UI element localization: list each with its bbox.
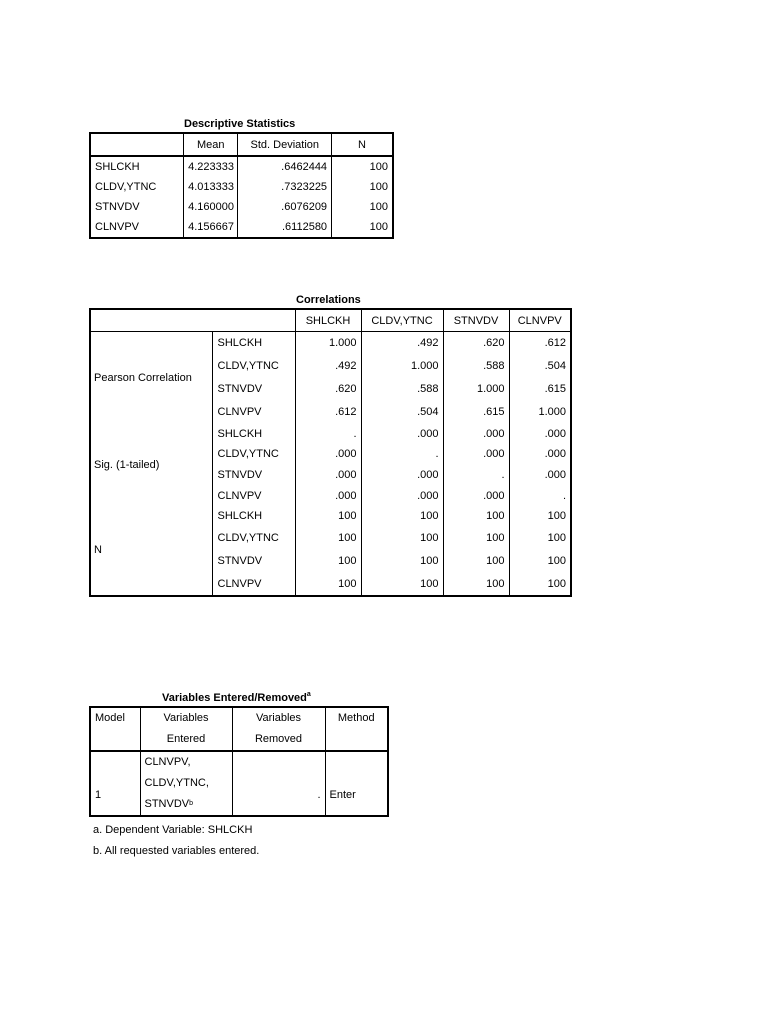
- row-variable-label: STNVDV: [212, 550, 295, 573]
- correlation-cell: .588: [361, 378, 443, 401]
- row-label: CLDV,YTNC: [95, 181, 157, 193]
- correlations-table: [89, 308, 572, 597]
- correlation-cell: .492: [295, 355, 361, 378]
- column-header-std-deviation: Std. Deviation: [238, 133, 332, 156]
- std-deviation-value: .7323225: [238, 177, 332, 197]
- correlation-cell: .000: [509, 465, 571, 486]
- correlation-cell: 100: [295, 506, 361, 527]
- variables-row-model-1: [90, 751, 388, 816]
- correlation-cell: .000: [443, 424, 509, 444]
- correlation-cell: .588: [443, 355, 509, 378]
- correlations-row-pearson-correlation-shlckh: [90, 332, 571, 355]
- entered-line-2: CLDV,YTNC,: [144, 777, 209, 789]
- row-label: CLNVPV: [95, 221, 140, 233]
- correlation-cell: .: [509, 486, 571, 506]
- header-entered-line-2: Entered: [166, 733, 206, 745]
- correlation-cell: 100: [443, 550, 509, 573]
- header-entered-line-1: Variables: [163, 712, 209, 724]
- correlation-cell: 100: [361, 550, 443, 573]
- correlation-cell: 1.000: [295, 332, 361, 355]
- descriptive-row-stnvdv: [90, 197, 393, 217]
- correlation-cell: .: [361, 444, 443, 465]
- correlation-cell: 100: [295, 573, 361, 596]
- correlation-cell: .620: [443, 332, 509, 355]
- column-header-method: Method: [325, 707, 388, 751]
- correlation-cell: 100: [509, 573, 571, 596]
- correlation-cell: .: [443, 465, 509, 486]
- correlation-cell: .000: [295, 444, 361, 465]
- correlation-cell: 100: [361, 527, 443, 550]
- correlations-header-row: [90, 309, 571, 332]
- correlation-cell: .000: [361, 486, 443, 506]
- std-deviation-value: .6076209: [238, 197, 332, 217]
- descriptive-row-shlckh: [90, 156, 393, 177]
- correlation-cell: 1.000: [361, 355, 443, 378]
- correlation-cell: 100: [295, 550, 361, 573]
- correlation-cell: .612: [295, 401, 361, 424]
- descriptive-statistics-title: Descriptive Statistics: [184, 118, 296, 130]
- descriptive-header-blank: [90, 133, 184, 156]
- correlations-title: Correlations: [296, 294, 361, 306]
- descriptive-statistics-table: [89, 132, 394, 239]
- correlation-cell: .000: [509, 444, 571, 465]
- std-deviation-value: .6462444: [238, 156, 332, 177]
- variables-title-footnote-marker: a: [306, 691, 311, 698]
- mean-value: 4.223333: [184, 156, 238, 177]
- correlation-cell: 100: [443, 527, 509, 550]
- correlation-cell: 100: [443, 573, 509, 596]
- correlation-cell: 100: [295, 527, 361, 550]
- correlation-cell: 100: [509, 506, 571, 527]
- variables-header-row: [90, 707, 388, 751]
- row-variable-label: CLNVPV: [212, 401, 295, 424]
- correlations-row-n-shlckh: [90, 506, 571, 527]
- descriptive-row-cldv-ytnc: [90, 177, 393, 197]
- variables-entered-value: [140, 751, 232, 816]
- row-variable-label: STNVDV: [212, 465, 295, 486]
- mean-value: 4.013333: [184, 177, 238, 197]
- row-variable-label: STNVDV: [212, 378, 295, 401]
- correlation-cell: .000: [509, 424, 571, 444]
- correlation-cell: .615: [509, 378, 571, 401]
- variables-title-text: Variables Entered/Removed: [162, 692, 307, 704]
- correlation-cell: .000: [295, 486, 361, 506]
- row-variable-label: SHLCKH: [212, 424, 295, 444]
- column-header-mean: Mean: [184, 133, 238, 156]
- correlation-cell: .492: [361, 332, 443, 355]
- row-variable-label: CLDV,YTNC: [212, 527, 295, 550]
- variables-entered-removed-table: [89, 706, 389, 817]
- entered-line-1: CLNVPV,: [144, 756, 191, 768]
- column-header-variables-entered: [140, 707, 232, 751]
- correlation-cell: 100: [361, 573, 443, 596]
- variables-entered-removed-title: [162, 692, 311, 704]
- variables-method-value: Enter: [325, 751, 388, 816]
- correlation-cell: .620: [295, 378, 361, 401]
- column-header-cldv-ytnc: CLDV,YTNC: [361, 309, 443, 332]
- correlation-cell: .615: [443, 401, 509, 424]
- column-header-n: N: [332, 133, 393, 156]
- n-value: 100: [332, 197, 393, 217]
- variables-model-value: 1: [95, 788, 102, 801]
- row-variable-label: CLDV,YTNC: [212, 355, 295, 378]
- row-variable-label: CLNVPV: [212, 486, 295, 506]
- row-variable-label: SHLCKH: [212, 506, 295, 527]
- group-label-sig-1-tailed: Sig. (1-tailed): [90, 424, 212, 506]
- correlations-row-sig-1-tailed-shlckh: [90, 424, 571, 444]
- footnote-b: b. All requested variables entered.: [93, 845, 260, 857]
- n-value: 100: [332, 156, 393, 177]
- column-header-variables-removed: [232, 707, 325, 751]
- footnote-a: a. Dependent Variable: SHLCKH: [93, 824, 253, 836]
- row-label: SHLCKH: [95, 161, 140, 173]
- correlation-cell: .504: [361, 401, 443, 424]
- n-value: 100: [332, 217, 393, 238]
- correlation-cell: 100: [443, 506, 509, 527]
- group-label-n: N: [90, 506, 212, 596]
- row-variable-label: SHLCKH: [212, 332, 295, 355]
- n-value: 100: [332, 177, 393, 197]
- correlation-cell: .000: [361, 465, 443, 486]
- correlation-cell: .612: [509, 332, 571, 355]
- descriptive-row-clnvpv: [90, 217, 393, 238]
- row-variable-label: CLDV,YTNC: [212, 444, 295, 465]
- column-header-clnvpv: CLNVPV: [509, 309, 571, 332]
- column-header-shlckh: SHLCKH: [295, 309, 361, 332]
- correlation-cell: 100: [361, 506, 443, 527]
- correlation-cell: .000: [361, 424, 443, 444]
- correlation-cell: 1.000: [509, 401, 571, 424]
- entered-line-3: STNVDV: [144, 798, 190, 810]
- correlation-cell: 100: [509, 527, 571, 550]
- descriptive-header-row: [90, 133, 393, 156]
- header-removed-line-2: Removed: [254, 733, 303, 745]
- correlation-cell: 100: [509, 550, 571, 573]
- mean-value: 4.160000: [184, 197, 238, 217]
- correlation-cell: .: [295, 424, 361, 444]
- correlation-cell: .000: [295, 465, 361, 486]
- variables-removed-value: .: [232, 751, 325, 816]
- correlation-cell: 1.000: [443, 378, 509, 401]
- mean-value: 4.156667: [184, 217, 238, 238]
- correlations-header-blank: [90, 309, 295, 332]
- correlation-cell: .000: [443, 444, 509, 465]
- std-deviation-value: .6112580: [238, 217, 332, 238]
- correlation-cell: .000: [443, 486, 509, 506]
- column-header-stnvdv: STNVDV: [443, 309, 509, 332]
- row-variable-label: CLNVPV: [212, 573, 295, 596]
- row-label: STNVDV: [95, 201, 140, 213]
- group-label-pearson-correlation: Pearson Correlation: [90, 332, 212, 424]
- column-header-model: Model: [90, 707, 140, 751]
- entered-footnote-marker: b: [189, 800, 194, 807]
- header-removed-line-1: Variables: [255, 712, 302, 724]
- correlation-cell: .504: [509, 355, 571, 378]
